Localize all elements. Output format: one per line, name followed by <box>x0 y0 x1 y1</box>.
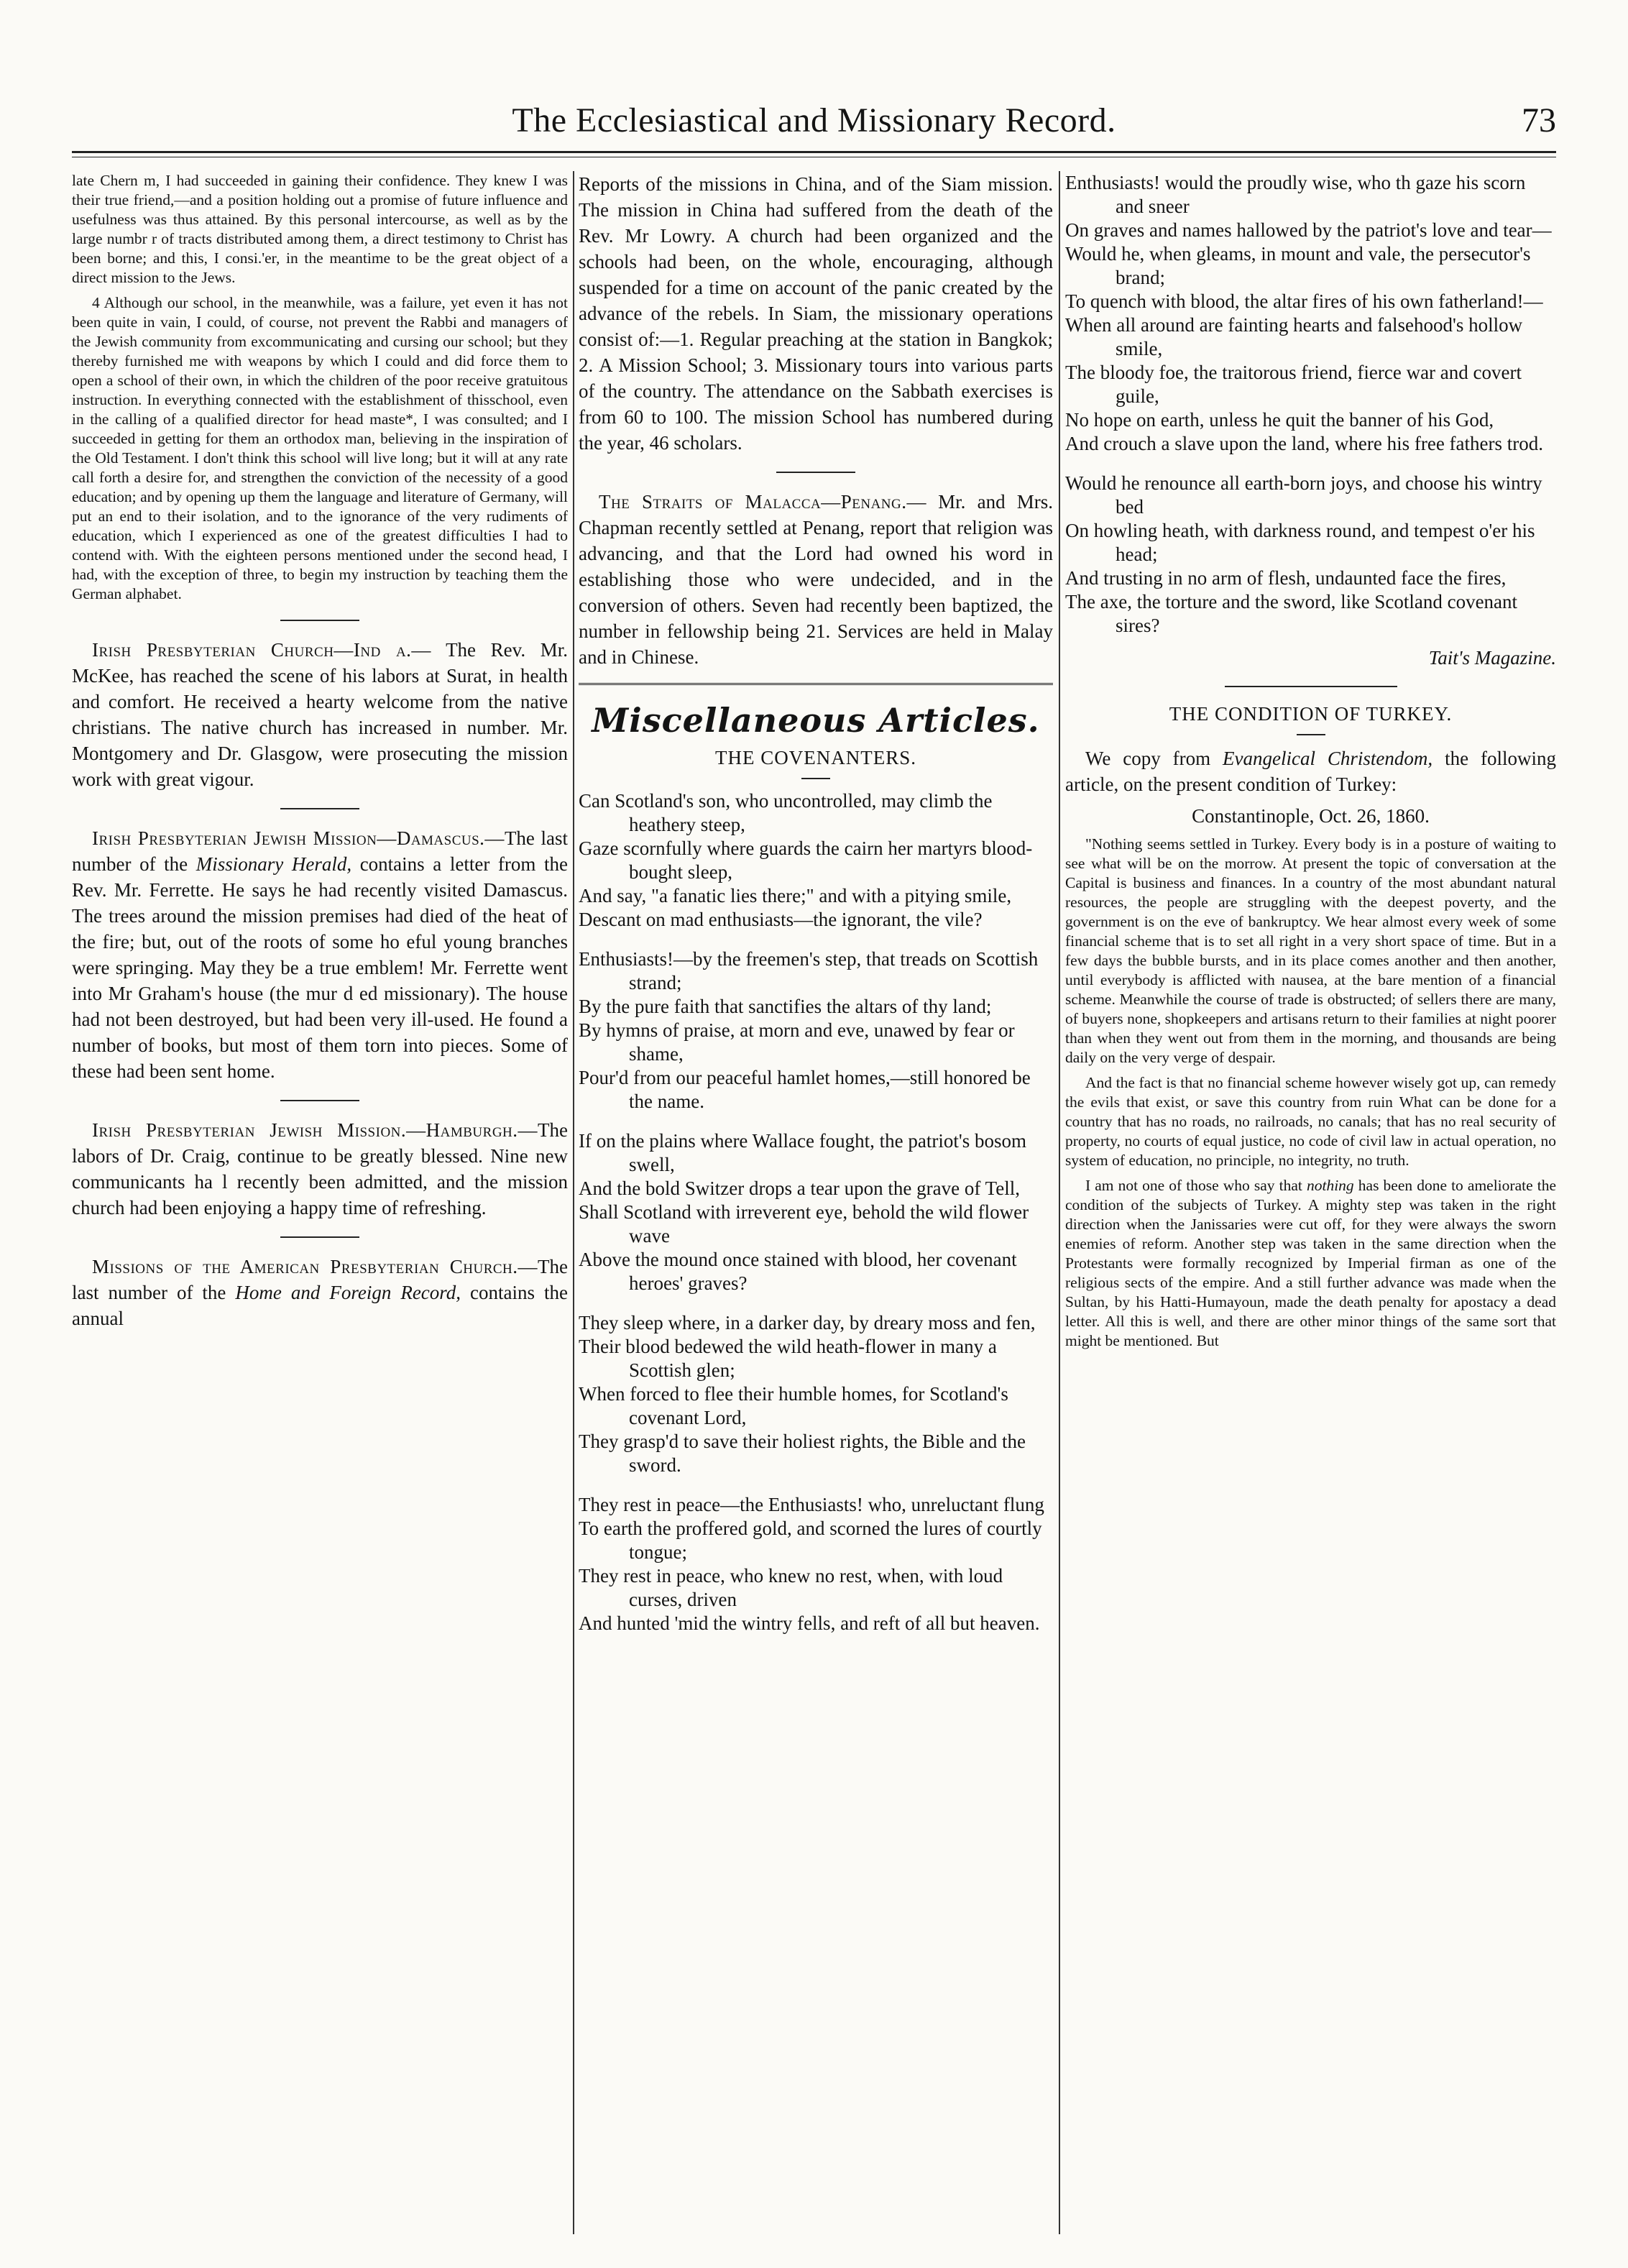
title-divider <box>801 778 830 779</box>
verse-line: Their blood bedewed the wild heath-flower in many a Scottish glen; <box>579 1336 997 1381</box>
paragraph <box>1065 1176 1556 1351</box>
verse-line: They rest in peace—the Enthusiasts! who, unreluctant flung <box>579 1494 1044 1515</box>
verse-line: And hunted 'mid the wintry fells, and reft of all but heaven. <box>579 1612 1040 1634</box>
item-heading: Irish Presbyterian Church—Ind a.— <box>92 639 431 661</box>
verse-line: Would he renounce all earth-born joys, and choose his wintry bed <box>1065 472 1542 518</box>
item-body: The labors of Dr. Craig, continue to be greatly blessed. Nine new communicants ha l recently been admitted, and the mission church had been enjoying a happy time of refreshing. <box>72 1119 568 1218</box>
verse-line: Would he, when gleams, in mount and vale, the persecutor's brand; <box>1065 243 1531 288</box>
verse-line: Gaze scornfully where guards the cairn her martyrs blood-bought sleep, <box>579 837 1033 883</box>
news-item <box>72 825 568 1084</box>
article-title: THE CONDITION OF TURKEY. <box>1169 703 1453 725</box>
verse-line: When forced to flee their humble homes, for Scotland's covenant Lord, <box>579 1383 1008 1428</box>
paragraph-text: has been done to ameliorate the condition of the subjects of Turkey. A mighty step was taken in the right direction when the Janissaries were cut off, for they were always the sworn enemies of reform. Another step was taken in the same direction when the Protestants were formally recognized by Imperial firman as one of the religious sects of the empire. And a still further advance was made when the Sultan, by his Hatti-Humayoun, made the death penalty for apostacy a dead letter. All this is well, and there are other minor things of the same sort that might be mentioned. But <box>1065 1177 1556 1349</box>
column-3 <box>1065 171 1556 2241</box>
verse-line: On howling heath, with darkness round, and tempest o'er his head; <box>1065 520 1535 565</box>
verse-line: Descant on mad enthusiasts—the ignorant, the vile? <box>579 909 983 930</box>
column-divider-2 <box>1059 171 1060 2234</box>
news-item <box>72 1254 568 1331</box>
verse-line: And crouch a slave upon the land, where his free fathers trod. <box>1065 433 1544 454</box>
news-item <box>72 637 568 792</box>
journal-title: The Ecclesiastical and Missionary Record. <box>512 101 1116 139</box>
verse-line: The bloody foe, the traitorous friend, fierce war and covert guile, <box>1065 362 1522 407</box>
item-heading: The Straits of Malacca—Penang.— <box>599 491 926 513</box>
intro-source: Evangelical Christendom, <box>1223 748 1433 769</box>
item-body-italic: Home and Foreign Record, <box>235 1282 461 1303</box>
column-divider-1 <box>573 171 574 2234</box>
stanza <box>1065 472 1556 638</box>
verse-line: They sleep where, in a darker day, by dreary moss and fen, <box>579 1312 1036 1333</box>
paragraph: Reports of the missions in China, and of the Siam mission. The mission in China had suffered from the death of the Rev. Mr Lowry. A church had been organized and the schools had been, on the whole, encouraging, although suspended for a time on account of the panic created by the advance of the rebels. In Siam, the missionary operations consist of:—1. Regular preaching at the station in Bangkok; 2. A Mission School; 3. Missionary tours into various parts of the country. The attendance on the Sabbath exercises is from 60 to 100. The mission School has numbered during the year, 46 scholars. <box>579 173 1053 454</box>
verse-line: Enthusiasts! would the proudly wise, who th gaze his scorn and sneer <box>1065 172 1526 217</box>
verse-line: If on the plains where Wallace fought, the patriot's bosom swell, <box>579 1130 1027 1175</box>
paragraph: late Chern m, I had succeeded in gaining their confidence. They knew I was their true friend,—and a position holding out a promise of future influence and usefulness was thus attained. By this personal intercourse, as well as by the large numbr r of tracts distributed among them, a direct testimony to Christ has been borne; and this, I consi.'er, in the meantime to be the great object of a direct mission to the Jews. <box>72 172 568 286</box>
article-intro <box>1065 745 1556 797</box>
verse-line: On graves and names hallowed by the patriot's love and tear— <box>1065 219 1552 241</box>
header-rule <box>72 151 1556 153</box>
verse-line: When all around are fainting hearts and falsehood's hollow smile, <box>1065 314 1523 359</box>
verse-line: To quench with blood, the altar fires of his own fatherland!— <box>1065 290 1543 312</box>
stanza <box>579 947 1053 1114</box>
paragraph-text: I am not one of those who say that <box>1085 1177 1307 1194</box>
verse-line: They rest in peace, who knew no rest, when, with loud curses, driven <box>579 1565 1003 1610</box>
column-1 <box>72 171 568 2241</box>
section-divider <box>280 620 359 621</box>
verse-line: And the bold Switzer drops a tear upon the grave of Tell, <box>579 1177 1020 1199</box>
paragraph-italic: nothing <box>1306 1177 1354 1194</box>
paragraph: 4 Although our school, in the meanwhile, was a failure, yet even it has not been quite in vain, I could, of course, not prevent the Rabbi and managers of the Jewish community from excommunicating and cursing our school; but they thereby furnished me with weapons by which I could and did force them to open a school of their own, in which the children of the poor receive gratuitous instruction. In everything connected with the establishment of thisschool, even in the calling of a qualified director for head maste*, I was consulted; and I succeeded in getting for them an orthodox man, believing in the inspiration of the Old Testament. I don't think this school will live long; but it will at any rate call forth a desire for, and strengthen the conviction of the necessity of a good education; and by opening up them the language and literature of Germany, will put an end to their isolation, and to the ignorance of the very rudiments of education, which I experienced as one of the greatest difficulties I had to contend with. With the eighteen persons mentioned under the second head, I had, with the exception of three, to begin my instruction by teaching them the German alphabet. <box>72 294 568 602</box>
verse-line: Above the mound once stained with blood, her covenant heroes' graves? <box>579 1249 1017 1294</box>
poem-title: THE COVENANTERS. <box>715 747 916 768</box>
section-divider <box>776 472 855 473</box>
item-body: The Rev. Mr. McKee, has reached the scene of his labors at Surat, in health and comfort. He received a hearty welcome from the native christians. The native church has increased in number. Mr. Montgomery and Dr. Glasgow, were prosecuting the mission work with great vigour. <box>72 639 568 790</box>
stanza <box>579 1493 1053 1635</box>
verse-line: They grasp'd to save their holiest rights, the Bible and the sword. <box>579 1431 1026 1476</box>
verse-line: The axe, the torture and the sword, like Scotland covenant sires? <box>1065 591 1518 636</box>
item-body: The last number of the <box>72 827 568 875</box>
dateline: Constantinople, Oct. 26, 1860. <box>1192 805 1430 827</box>
section-divider <box>1225 686 1397 687</box>
item-heading: Missions of the American Presbyterian Church.— <box>92 1256 538 1277</box>
item-heading: Irish Presbyterian Jewish Mission.—Hamburgh.— <box>92 1119 538 1141</box>
item-body: The last number of the <box>72 1256 568 1303</box>
paragraph: "Nothing seems settled in Turkey. Every body is in a posture of waiting to see what will be on the morrow. At present the topic of conversation at the Capital is business and finances. In a country of the most abundant natural resources, the people are struggling with the deepest poverty, and the government is on the eve of bankruptcy. We hear almost every week of some financial scheme that is to set all right in a very short space of time. But in a few days the bubble bursts, and in its place comes another and then another, until everybody is afflicted with nausea, at the bare mention of a financial scheme. Meanwhile the course of trade is obstructed; of sellers there are many, of buyers none, shopkeepers and artisans return to their families at night poorer than when they went out from them in the morning, and thousands are being daily on the very verge of despair. <box>1065 835 1556 1066</box>
verse-line: Pour'd from our peaceful hamlet homes,—still honored be the name. <box>579 1067 1031 1112</box>
column-2 <box>579 171 1053 2241</box>
double-rule <box>579 683 1053 688</box>
section-divider <box>280 808 359 809</box>
section-heading-miscellaneous: Miscellaneous Articles. <box>592 701 1040 740</box>
verse-line: Enthusiasts!—by the freemen's step, that treads on Scottish strand; <box>579 948 1039 993</box>
verse-line: To earth the proffered gold, and scorned the lures of courtly tongue; <box>579 1518 1042 1563</box>
verse-line: And trusting in no arm of flesh, undaunted face the fires, <box>1065 567 1507 589</box>
page-header <box>72 101 1556 151</box>
stanza <box>579 1311 1053 1477</box>
verse-line: By the pure faith that sanctifies the altars of thy land; <box>579 996 992 1017</box>
stanza <box>579 1129 1053 1295</box>
verse-line: Shall Scotland with irreverent eye, behold the wild flower wave <box>579 1201 1029 1247</box>
intro-text: We copy from <box>1085 748 1223 769</box>
item-body-italic: Missionary Herald, <box>196 853 352 875</box>
section-divider <box>280 1236 359 1238</box>
section-divider <box>280 1100 359 1101</box>
verse-line: No hope on earth, unless he quit the banner of his God, <box>1065 409 1494 431</box>
paragraph: And the fact is that no financial scheme however wisely got up, can remedy the evils that exist, or save this country from ruin What can be done for a country that has no roads, no railroads, no canals; that has no real security of property, no courts of equal justice, no code of civil law in actual operation, no system of education, no principle, no integrity, no truth. <box>1065 1074 1556 1169</box>
news-item <box>579 489 1053 670</box>
page-number: 73 <box>1522 101 1556 139</box>
item-body: Mr. and Mrs. Chapman recently settled at Penang, report that religion was advancing, and that the Lord had owned his word in establishing those who were undecided, and in the conversion of others. Seven had recently been baptized, the number in fellowship being 21. Services are held in Malay and in Chinese. <box>579 491 1053 668</box>
stanza <box>1065 171 1556 456</box>
item-body: contains the annual <box>72 1282 568 1329</box>
item-body: contains a letter from the Rev. Mr. Ferrette. He says he had recently visited Damascus. The trees around the mission premises had died of the heat of the fire; but, out of the roots of some ho eful young branches were springing. May they be a true emblem! Mr. Ferrette went into Mr Graham's house (the mur d ed missionary). The house had not been destroyed, but had been very ill-used. He found a number of books, but most of them torn into pieces. Some of these had been sent home. <box>72 853 568 1082</box>
verse-line: By hymns of praise, at morn and eve, unawed by fear or shame, <box>579 1019 1015 1065</box>
title-divider <box>1297 734 1325 735</box>
item-heading: Irish Presbyterian Jewish Mission—Damascus.— <box>92 827 505 849</box>
news-item <box>72 1117 568 1221</box>
verse-line: Can Scotland's son, who uncontrolled, may climb the heathery steep, <box>579 790 993 835</box>
poem-source: Tait's Magazine. <box>1428 647 1556 669</box>
verse-line: And say, "a fanatic lies there;" and with a pitying smile, <box>579 885 1012 906</box>
intro-text: the following article, on the present condition of Turkey: <box>1065 748 1556 795</box>
poem-body <box>579 789 1053 1635</box>
stanza <box>579 789 1053 932</box>
poem-body-continued <box>1065 171 1556 638</box>
